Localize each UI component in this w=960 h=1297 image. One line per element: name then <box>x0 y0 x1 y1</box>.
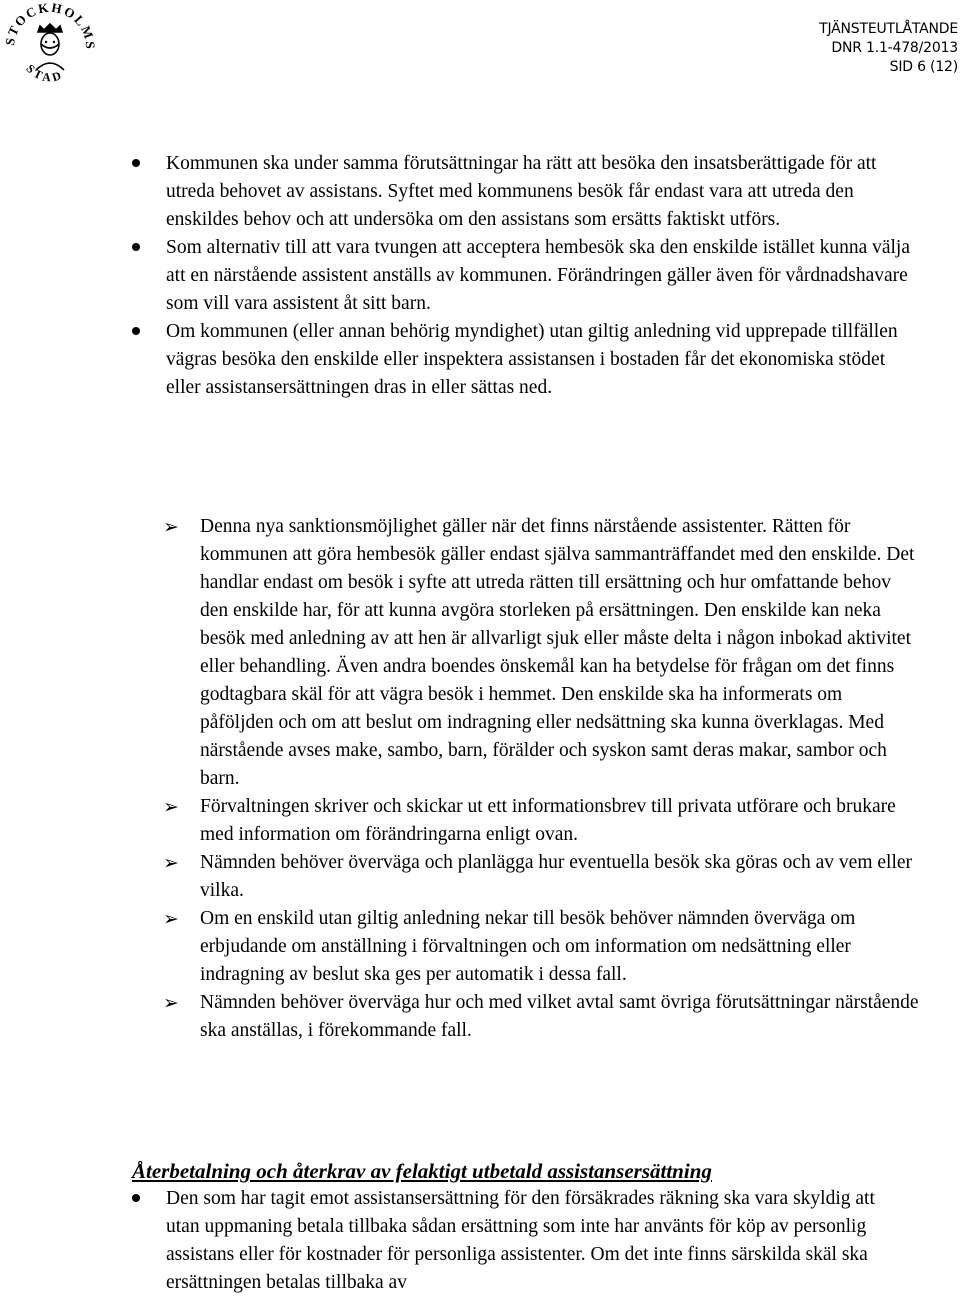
arrow-bullet-icon: ➢ <box>163 796 179 818</box>
bullet-icon <box>132 159 140 167</box>
arrow-bullet-icon: ➢ <box>163 516 179 538</box>
bullet-icon <box>132 1194 140 1202</box>
section-heading: Återbetalning och återkrav av felaktigt utbetald assistansersättning <box>132 1159 712 1183</box>
bullet-item <box>0 318 960 402</box>
arrow-list-item <box>0 793 960 849</box>
bullet-icon <box>132 327 140 335</box>
arrow-list-item <box>0 849 960 905</box>
arrow-bullet-icon: ➢ <box>163 992 179 1014</box>
bullet-icon <box>132 243 140 251</box>
arrow-item-text: Denna nya sanktionsmöjlighet gäller när det finns närstående assistenter. Rätten för kommunen att göra hembesök gäller endast själva sammanträffandet med den enskilde. Det handlar endast om besök i syfte att utreda rätten till ersättning och hur omfattande behov den enskilde har, för att kunna avgöra storleken på ersättningen. Den enskilde kan neka besök med anledning av att hen är allvarligt sjuk eller måste delta i någon inbokad aktivitet eller behandling. Även andra boendes önskemål kan ha betydelse för frågan om det finns godtagbara skäl för att vägra besök i hemmet. Den enskilde ska ha informerats om påföljden och om att beslut om indragning eller nedsättning ska kunna överklagas. Med närstående avses make, sambo, barn, förälder och syskon samt deras makar, sambor och barn. <box>200 516 915 789</box>
page-number: SID 6 (12) <box>889 59 958 75</box>
arrow-list <box>0 513 960 1045</box>
bullet-text: Som alternativ till att vara tvungen att acceptera hembesök ska den enskilde istället kunna välja att en närstående assistent anställs av kommunen. Förändringen gäller även för vårdnadshavare som vill vara assistent åt sitt barn. <box>166 237 910 314</box>
arrow-item-text: Nämnden behöver överväga och planlägga hur eventuella besök ska göras och av vem eller vilka. <box>200 852 913 901</box>
bullet-text: Om kommunen (eller annan behörig myndighet) utan giltig anledning vid upprepade tillfällen vägras besöka den enskilde eller inspektera assistansen i bostaden får det ekonomiska stödet eller assistansersättningen dras in eller sättas ned. <box>166 321 898 398</box>
bullet-item <box>0 234 960 318</box>
bullet-text: Kommunen ska under samma förutsättningar ha rätt att besöka den insatsberättigade för att utreda behovet av assistans. Syftet med kommunens besök får endast vara att utreda den enskildes behov och att undersöka om den assistans som ersätts faktiskt utförs. <box>166 153 877 230</box>
arrow-item-text: Förvaltningen skriver och skickar ut ett informationsbrev till privata utförare och brukare med information om förändringarna enligt ovan. <box>200 796 896 845</box>
bullet-item <box>0 1185 960 1297</box>
bullet-list <box>0 150 960 402</box>
document-header <box>819 20 958 77</box>
arrow-list-item <box>0 989 960 1045</box>
final-bullet-list <box>0 1185 960 1297</box>
stockholms-stad-logo <box>0 0 100 100</box>
bullet-item <box>0 150 960 234</box>
arrow-item-text: Nämnden behöver överväga hur och med vilket avtal samt övriga förutsättningar närstående ska anställas, i förekommande fall. <box>200 992 919 1041</box>
document-type: TJÄNSTEUTLÅTANDE <box>819 21 958 37</box>
svg-text:STAD: STAD <box>23 61 66 85</box>
arrow-bullet-icon: ➢ <box>163 852 179 874</box>
arrow-bullet-icon: ➢ <box>163 908 179 930</box>
arrow-item-text: Om en enskild utan giltig anledning nekar till besök behöver nämnden överväga om erbjudande om anställning i förvaltningen och om information om nedsättning eller indragning av beslut ska ges per automatik i dessa fall. <box>200 908 856 985</box>
arrow-list-item <box>0 513 960 793</box>
document-number: DNR 1.1-478/2013 <box>831 40 958 56</box>
bullet-text: Den som har tagit emot assistansersättning för den försäkrades räkning ska vara skyldig att utan uppmaning betala tillbaka sådan ersättning som inte har använts för köp av personlig assistans eller för kostnader för personliga assistenter. Om det inte finns särskilda skäl ska ersättningen betalas tillbaka av <box>166 1188 875 1293</box>
arrow-list-item <box>0 905 960 989</box>
svg-text:STOCKHOLMS: STOCKHOLMS <box>1 0 99 52</box>
